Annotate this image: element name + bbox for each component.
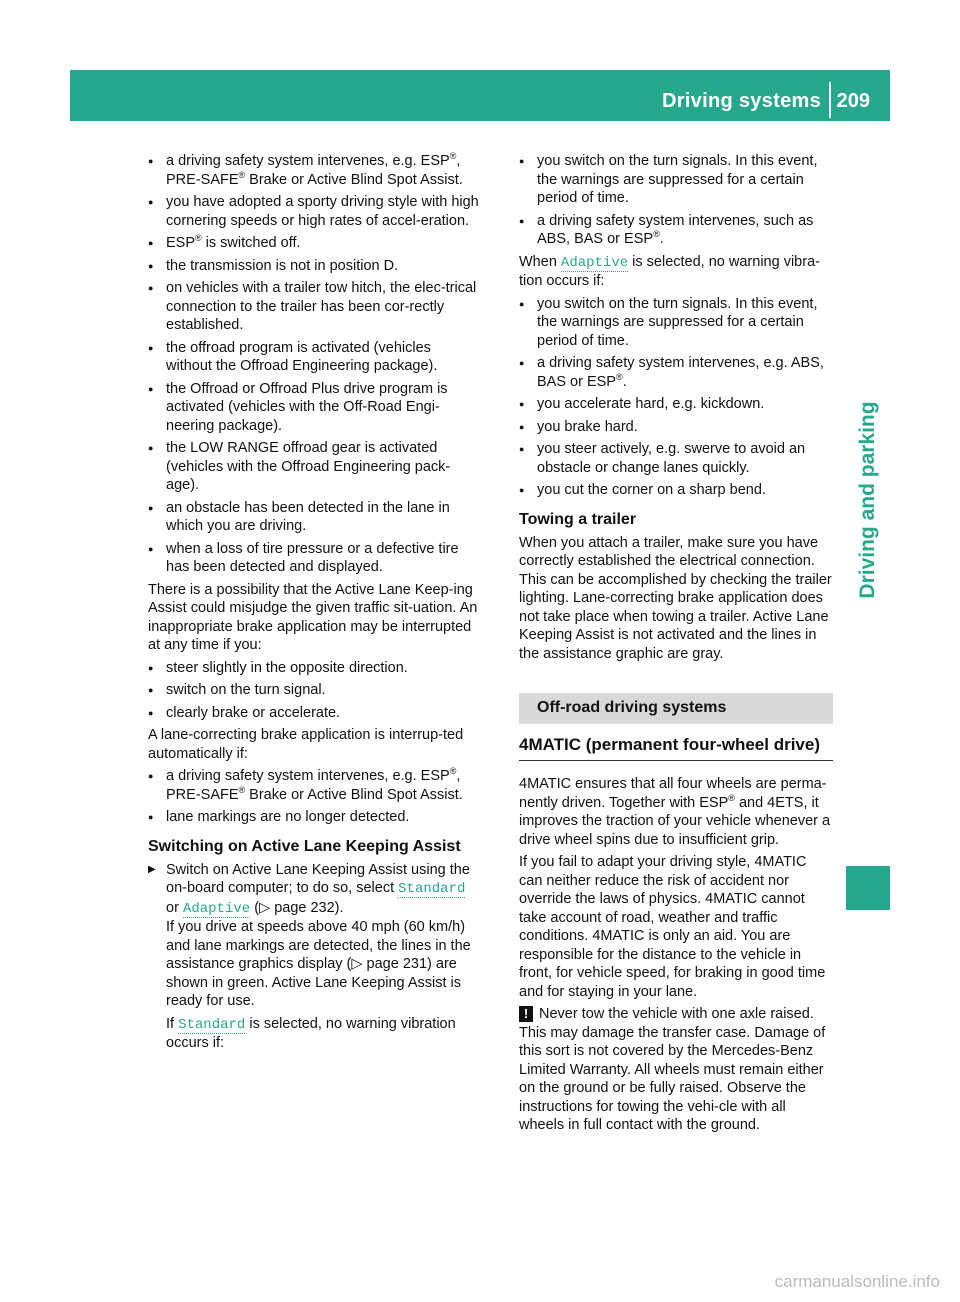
bullet-list [148, 152, 480, 577]
paragraph: 4MATIC ensures that all four wheels are perma-nently driven. Together with ESP® and 4ETS, it improves the traction of your vehicle whenever a drive wheel spins due to insufficient grip. [519, 776, 831, 848]
list-item: ● a driving safety system intervenes, e.g. ESP®, PRE-SAFE® Brake or Active Blind Spot Assist. [148, 767, 480, 804]
chapter-marker [846, 866, 890, 910]
bullet-list [519, 152, 833, 249]
list-item: ● lane markings are no longer detected. [148, 808, 480, 827]
list-item: ● ESP® is switched off. [148, 234, 480, 253]
list-item: ● you brake hard. [519, 418, 833, 437]
page-reference: (▷ page 232). [254, 899, 344, 916]
bullet-list [148, 659, 480, 723]
paragraph: If you fail to adapt your driving style, 4MATIC can neither reduce the risk of accident nor override the laws of physics. 4MATIC cannot take account of road, weather and traffic conditions. 4MATIC is only an aid. You are responsible for the distance to the vehicle in front, for vehicle speed, for braking in good time and for staying in your lane. [519, 854, 826, 1000]
list-item: ● on vehicles with a trailer tow hitch, the elec-trical connection to the trailer has been cor-rectly established. [148, 279, 480, 335]
step-text: Switch on Active Lane Keeping Assist using the on-board computer; to do so, select [166, 861, 470, 896]
list-item: ● you switch on the turn signals. In this event, the warnings are suppressed for a certain period of time. [519, 295, 833, 351]
paragraph: If you drive at speeds above 40 mph (60 km/h) and lane markings are detected, the lines in the assistance graphics display (▷ page 231) are shown in green. Active Lane Keeping Assist is ready for use. [166, 919, 471, 1009]
chapter-side-tab [846, 200, 890, 800]
list-item: ● a driving safety system intervenes, e.g. ESP®, PRE-SAFE® Brake or Active Blind Spot Assist. [148, 152, 480, 189]
heading-4matic: 4MATIC (permanent four-wheel drive) [519, 736, 833, 762]
paragraph: A lane-correcting brake application is interrup-ted automatically if: [148, 727, 464, 762]
paragraph-text: is selected, no warning vibration occurs if: [166, 1015, 456, 1051]
list-item: ● a driving safety system intervenes, such as ABS, BAS or ESP®. [519, 212, 833, 249]
header-divider [829, 82, 831, 118]
paragraph: There is a possibility that the Active Lane Keep-ing Assist could misjudge the given traffic sit-uation. An inappropriate brake application may be interrupted at any time if you: [148, 581, 478, 653]
heading-switching-on: Switching on Active Lane Keeping Assist [148, 837, 461, 855]
list-item: ● an obstacle has been detected in the lane in which you are driving. [148, 499, 480, 536]
step-or: or [166, 899, 179, 916]
list-item: ● the transmission is not in position D. [148, 257, 480, 276]
paragraph [519, 253, 833, 291]
option-standard-2: Standard [178, 1016, 246, 1033]
list-item: ● the offroad program is activated (vehicles without the Offroad Engineering package). [148, 339, 480, 376]
bullet-list [148, 767, 480, 827]
left-column [148, 152, 480, 1057]
warning-icon: ! [519, 1006, 533, 1022]
paragraph: When you attach a trailer, make sure you have correctly established the electrical connection. This can be accomplished by checking the trailer lighting. Lane-correcting brake application does not take place when towing a trailer. Active Lane Keeping Assist is not activated and the lines in the assistance graphic are gray. [519, 534, 832, 662]
list-item: ● a driving safety system intervenes, e.g. ABS, BAS or ESP®. [519, 354, 833, 391]
if-word: If [166, 1015, 175, 1032]
list-item: ● the Offroad or Offroad Plus drive program is activated (vehicles with the Off-Road Engi-neering package). [148, 380, 480, 436]
when-word: When [519, 253, 557, 270]
page-number: 209 [836, 90, 870, 112]
list-item: ● steer slightly in the opposite direction. [148, 659, 480, 678]
bullet-list [519, 295, 833, 500]
instruction-step [148, 861, 480, 1053]
chapter-label: Driving and parking [856, 401, 879, 599]
heading-towing: Towing a trailer [519, 510, 637, 528]
option-adaptive: Adaptive [182, 900, 251, 917]
header-bar [70, 70, 890, 121]
watermark: carmanualsonline.info [774, 1272, 940, 1291]
list-item: ● the LOW RANGE offroad gear is activated (vehicles with the Offroad Engineering pack-age). [148, 439, 480, 495]
right-column [519, 152, 833, 1135]
option-adaptive-2: Adaptive [560, 254, 629, 271]
list-item: ● when a loss of tire pressure or a defective tire has been detected and displayed. [148, 540, 480, 577]
list-item: ● you cut the corner on a sharp bend. [519, 481, 833, 500]
option-standard: Standard [398, 881, 466, 897]
list-item: ● you have adopted a sporty driving style with high cornering speeds or high rates of accel-eration. [148, 193, 480, 230]
list-item: ● you switch on the turn signals. In this event, the warnings are suppressed for a certain period of time. [519, 152, 833, 208]
warning-text: Never tow the vehicle with one axle raised. This may damage the transfer case. Damage of this sort is not covered by the Mercedes-Benz Limited Warranty. All wheels must remain either on the ground or be fully raised. Observe the instructions for towing the vehi-cle with all wheels in full contact with the ground. [519, 1006, 826, 1133]
section-heading-offroad: Off-road driving systems [519, 693, 833, 724]
list-item: ● switch on the turn signal. [148, 681, 480, 700]
warning-note [519, 1005, 833, 1135]
list-item: ● you steer actively, e.g. swerve to avoid an obstacle or change lanes quickly. [519, 440, 833, 477]
section-title: Driving systems [661, 90, 821, 112]
paragraph-text: is selected, no warning vibra-tion occurs if: [519, 253, 820, 289]
list-item: ● clearly brake or accelerate. [148, 704, 480, 723]
list-item: ● you accelerate hard, e.g. kickdown. [519, 395, 833, 414]
paragraph [166, 1015, 480, 1053]
